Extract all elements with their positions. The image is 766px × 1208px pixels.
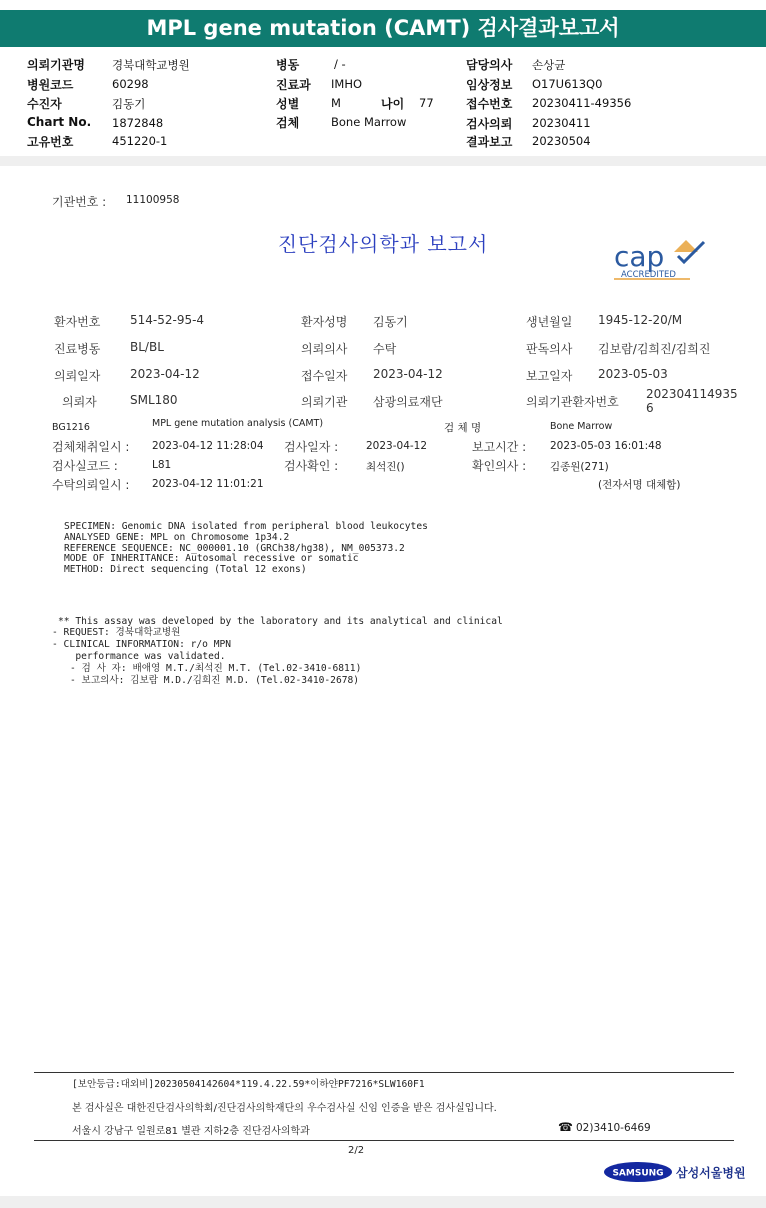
hosp-code-value: 60298 bbox=[112, 77, 149, 91]
note-line: performance was validated. bbox=[58, 650, 226, 662]
doctor-value: 손상균 bbox=[532, 58, 566, 72]
requester-label: 의뢰자 bbox=[62, 395, 97, 409]
org-no-label: 기관번호 : bbox=[52, 195, 107, 209]
ward-label: 병동 bbox=[276, 58, 300, 72]
body-line: ANALYSED GENE: MPL on Chromosome 1p34.2 bbox=[64, 531, 290, 543]
rec-date-label: 접수일자 bbox=[301, 369, 348, 383]
report-header-title: MPL gene mutation (CAMT) 검사결과보고서 bbox=[146, 16, 620, 40]
org-pid-value-cont: 6 bbox=[646, 401, 654, 415]
report-date-label: 결과보고 bbox=[466, 135, 513, 149]
confirm-label: 검사확인 : bbox=[284, 459, 339, 473]
dob-label: 생년월일 bbox=[526, 315, 573, 329]
request-line: - CLINICAL INFORMATION: r/o MPN bbox=[52, 638, 232, 650]
requester-value: SML180 bbox=[130, 393, 178, 407]
section-divider bbox=[0, 156, 766, 166]
body-line: METHOD: Direct sequencing (Total 12 exons) bbox=[64, 564, 307, 576]
result-body bbox=[64, 522, 428, 576]
room-value: L81 bbox=[152, 459, 172, 471]
ward-value: / - bbox=[334, 57, 346, 71]
uid-value: 451220-1 bbox=[112, 134, 168, 148]
req-doc-value: 수탁 bbox=[373, 342, 397, 356]
collect-label: 검체채취일시 : bbox=[52, 440, 130, 454]
cap-accredited-logo bbox=[612, 236, 708, 282]
chart-label: Chart No. bbox=[27, 115, 92, 129]
req-org2-label: 의뢰기관 bbox=[301, 395, 348, 409]
req-date-label: 의뢰일자 bbox=[54, 369, 101, 383]
page-number: 2/2 bbox=[348, 1145, 365, 1156]
specimen-label: 검체 bbox=[276, 116, 300, 130]
confirm-value: 최석진() bbox=[366, 461, 405, 473]
cap-logo-text: cap bbox=[614, 240, 665, 273]
report-title: 진단검사의학과 보고서 bbox=[277, 232, 489, 256]
ward2-value: BL/BL bbox=[130, 340, 164, 354]
pid-value: 514-52-95-4 bbox=[130, 313, 205, 327]
security-line: [보안등급:대외비]20230504142604*119.4.22.59*이하얀PF7216*SLW160F1 bbox=[72, 1079, 425, 1090]
doctor-label: 담당의사 bbox=[466, 58, 513, 72]
body-line: REFERENCE SEQUENCE: NC_000001.10 (GRCh38/hg38), NM_005373.2 bbox=[64, 542, 405, 554]
report-time-value: 2023-05-03 16:01:48 bbox=[550, 440, 662, 452]
age-value: 77 bbox=[419, 96, 434, 110]
test-date-label: 검사일자 : bbox=[284, 440, 339, 454]
req-org2-value: 삼광의료재단 bbox=[373, 395, 443, 409]
patient-label: 수진자 bbox=[27, 97, 62, 111]
rep-date-label: 보고일자 bbox=[526, 369, 573, 383]
phone-number: 02)3410-6469 bbox=[576, 1122, 651, 1134]
report-date-value: 20230504 bbox=[532, 134, 591, 148]
test-code: BG1216 bbox=[52, 422, 90, 433]
staff-line: - 검 사 자: 배애영 M.T./최석진 M.T. (Tel.02-3410-6811) bbox=[70, 663, 362, 674]
read-doc-value: 김보람/김희진/김희진 bbox=[598, 342, 711, 356]
samsung-logo bbox=[604, 1161, 672, 1183]
cert-line: 본 검사실은 대한진단검사의학회/진단검사의학재단의 우수검사실 신임 인증을 받은 검사실입니다. bbox=[72, 1103, 497, 1114]
confirm-doc-label: 확인의사 : bbox=[472, 459, 527, 473]
sex-value: M bbox=[331, 96, 341, 110]
dept-value: IMHO bbox=[331, 77, 363, 91]
note-line: ** This assay was developed by the laboratory and its analytical and clinical bbox=[58, 616, 503, 627]
report-time-label: 보고시간 : bbox=[472, 440, 527, 454]
room-label: 검사실코드 : bbox=[52, 459, 118, 473]
staff-info bbox=[70, 663, 361, 686]
test-specimen-label: 검 체 명 bbox=[444, 422, 482, 434]
dob-value: 1945-12-20/M bbox=[598, 313, 683, 327]
body-line: SPECIMEN: Genomic DNA isolated from peripheral blood leukocytes bbox=[64, 521, 428, 532]
ship-value: 2023-04-12 11:01:21 bbox=[152, 478, 264, 490]
request-value: 20230411 bbox=[532, 116, 591, 130]
phone-icon: ☎ bbox=[558, 1120, 573, 1134]
footer-rule-top bbox=[34, 1072, 734, 1073]
req-doc-label: 의뢰의사 bbox=[301, 342, 348, 356]
org-pid-label: 의뢰기관환자번호 bbox=[526, 395, 619, 409]
org-no-value: 11100958 bbox=[126, 194, 180, 206]
req-org-value: 경북대학교병원 bbox=[112, 58, 190, 72]
uid-label: 고유번호 bbox=[27, 135, 74, 149]
age-label: 나이 bbox=[381, 97, 405, 111]
rep-date-value: 2023-05-03 bbox=[598, 367, 668, 381]
sex-label: 성별 bbox=[276, 97, 300, 111]
org-pid-value: 202304114935 bbox=[646, 387, 738, 401]
clinical-label: 임상정보 bbox=[466, 78, 513, 92]
request-line: - REQUEST: 경북대학교병원 bbox=[52, 627, 181, 638]
patient-value: 김동기 bbox=[112, 97, 146, 111]
pname-value: 김동기 bbox=[373, 315, 408, 329]
footer-rule-bottom bbox=[34, 1140, 734, 1141]
req-date-value: 2023-04-12 bbox=[130, 367, 200, 381]
address-line: 서울시 강남구 일원로81 별관 지하2층 진단검사의학과 bbox=[72, 1126, 310, 1137]
ship-label: 수탁의뢰일시 : bbox=[52, 478, 130, 492]
request-label: 검사의뢰 bbox=[466, 117, 513, 131]
pname-label: 환자성명 bbox=[301, 315, 348, 329]
req-org-label: 의뢰기관명 bbox=[27, 58, 85, 72]
read-doc-label: 판독의사 bbox=[526, 342, 573, 356]
test-date-value: 2023-04-12 bbox=[366, 440, 428, 452]
bottom-band bbox=[0, 1196, 766, 1208]
pid-label: 환자번호 bbox=[54, 315, 101, 329]
hosp-code-label: 병원코드 bbox=[27, 78, 74, 92]
cap-accredited-text: ACCREDITED bbox=[621, 270, 676, 280]
specimen-value: Bone Marrow bbox=[331, 115, 407, 129]
test-name: MPL gene mutation analysis (CAMT) bbox=[152, 418, 324, 429]
ward2-label: 진료병동 bbox=[54, 342, 101, 356]
samsung-logo-text: SAMSUNG bbox=[612, 1168, 664, 1179]
hospital-name: 삼성서울병원 bbox=[676, 1166, 746, 1180]
collect-value: 2023-04-12 11:28:04 bbox=[152, 440, 264, 452]
request-info bbox=[52, 627, 231, 650]
esign-note: (전자서명 대체함) bbox=[598, 479, 681, 491]
dept-label: 진료과 bbox=[276, 78, 311, 92]
rec-date-value: 2023-04-12 bbox=[373, 367, 443, 381]
clinical-value: O17U613Q0 bbox=[532, 77, 603, 91]
receipt-label: 접수번호 bbox=[466, 97, 513, 111]
receipt-value: 20230411-49356 bbox=[532, 96, 632, 110]
body-line: MODE OF INHERITANCE: Autosomal recessive or somatic bbox=[64, 553, 359, 565]
test-specimen-value: Bone Marrow bbox=[550, 421, 613, 432]
staff-line: - 보고의사: 김보람 M.D./김희진 M.D. (Tel.02-3410-2678) bbox=[70, 674, 360, 686]
confirm-doc-value: 김종원(271) bbox=[550, 461, 609, 473]
chart-value: 1872848 bbox=[112, 116, 164, 130]
